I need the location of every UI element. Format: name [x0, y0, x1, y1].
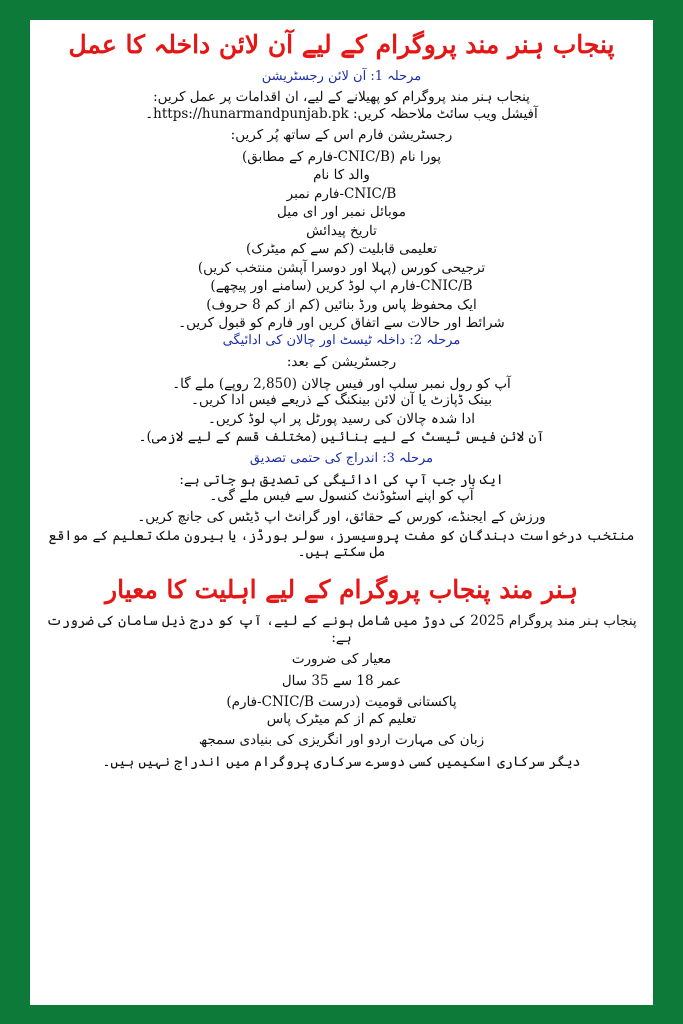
eligibility-other-schemes: دیگر سرکاری اسکیمیں کسی دوسرے سرکاری پروگرام میں اندراج نہیں ہیں۔: [102, 753, 581, 770]
field-course: ترجیحی کورس (پہلا اور دوسرا آپشن منتخب کریں): [197, 259, 486, 276]
field-full-name: پورا نام (CNIC/B-فارم کے مطابق): [241, 148, 441, 165]
step3-item-agenda: ورزش کے ایجنڈے، کورس کے حقائق، اور گرانٹ اپ ڈیٹس کی جانچ کریں۔: [137, 509, 546, 526]
step2-item-pay: بینک ڈپازٹ یا آن لائن بینکنگ کے ذریعے فیس ادا کریں۔: [191, 392, 492, 409]
step2-intro: رجسٹریشن کے بعد:: [286, 354, 397, 371]
document-frame: [30, 20, 653, 1005]
step2-heading: مرحلہ 2: داخلہ ٹیسٹ اور چالان کی ادائیگی: [222, 333, 461, 349]
eligibility-requirement: معیار کی ضرورت: [291, 651, 392, 668]
field-dob: تاریخ پیدائش: [306, 222, 377, 239]
document-page: [30, 20, 653, 770]
field-education: تعلیمی قابلیت (کم سے کم میٹرک): [246, 241, 437, 258]
eligibility-intro: پنجاب ہنر مند پروگرام 2025 کی دوڑ میں شامل ہونے کے لیے، آپ کو درج ذیل سامان کی ضرورت ہے:: [46, 613, 637, 646]
field-upload-cnic: CNIC/B-فارم اپ لوڈ کریں (سامنے اور پیچھے): [210, 278, 473, 295]
field-password: ایک محفوظ پاس ورڈ بنائیں (کم از کم 8 حروف): [206, 296, 477, 313]
eligibility-nationality: پاکستانی قومیت (درست CNIC/B-فارم): [226, 694, 457, 711]
step3-item-benefits: منتخب درخواست دہندگان کو مفت پروسیسرز، سولر بورڈز، یا بیرون ملک تعلیم کے مواقع مل سکتے ہیں۔: [48, 527, 635, 561]
field-cnic-number: CNIC/B-فارم نمبر: [286, 185, 397, 202]
step3-item-confirm: ایک بار جب آپ کی ادائیگی کی تصدیق ہو جاتی ہے:: [179, 471, 504, 488]
step1-heading: مرحلہ 1: آن لائن رجسٹریشن: [261, 68, 422, 84]
step2-item-roll-slip: آپ کو رول نمبر سلپ اور فیس چالان (2,850 روپے) ملے گا۔: [172, 375, 511, 392]
field-terms: شرائط اور حالات سے اتفاق کریں اور فارم کو قبول کریں۔: [178, 314, 505, 331]
step3-heading: مرحلہ 3: اندراج کی حتمی تصدیق: [249, 450, 434, 466]
eligibility-title: ہنر مند پنجاب پروگرام کے لیے اہلیت کا معیار: [105, 574, 578, 604]
step2-item-upload: ادا شدہ چالان کی رسید پورٹل پر اپ لوڈ کریں۔: [207, 410, 475, 427]
step1-form-intro: رجسٹریشن فارم اس کے ساتھ پُر کریں:: [230, 127, 453, 144]
step3-item-console: آپ کو اپنے اسٹوڈنٹ کنسول سے فیس ملے گی۔: [209, 487, 474, 504]
step1-website: آفیشل ویب سائٹ ملاحظہ کریں: https://hunarmandpunjab.pk۔: [145, 105, 538, 122]
field-father-name: والد کا نام: [313, 167, 370, 184]
step1-intro: پنجاب ہنر مند پروگرام کو پھیلانے کے لیے، ان اقدامات پر عمل کریں:: [153, 89, 530, 106]
step2-item-test: آن لائن فیس ٹیسٹ کے لیے بنائیں (مختلف قسم کے لیے لازمی)۔: [138, 429, 545, 446]
eligibility-education: تعلیم کم از کم میٹرک پاس: [266, 710, 417, 727]
page-title: پنجاب ہنر مند پروگرام کے لیے آن لائن داخلہ کا عمل: [68, 30, 615, 59]
eligibility-age: عمر 18 سے 35 سال: [281, 672, 402, 689]
eligibility-language: زبان کی مہارت اردو اور انگریزی کی بنیادی سمجھ: [198, 732, 485, 749]
field-mobile-email: موبائل نمبر اور ای میل: [277, 204, 406, 221]
